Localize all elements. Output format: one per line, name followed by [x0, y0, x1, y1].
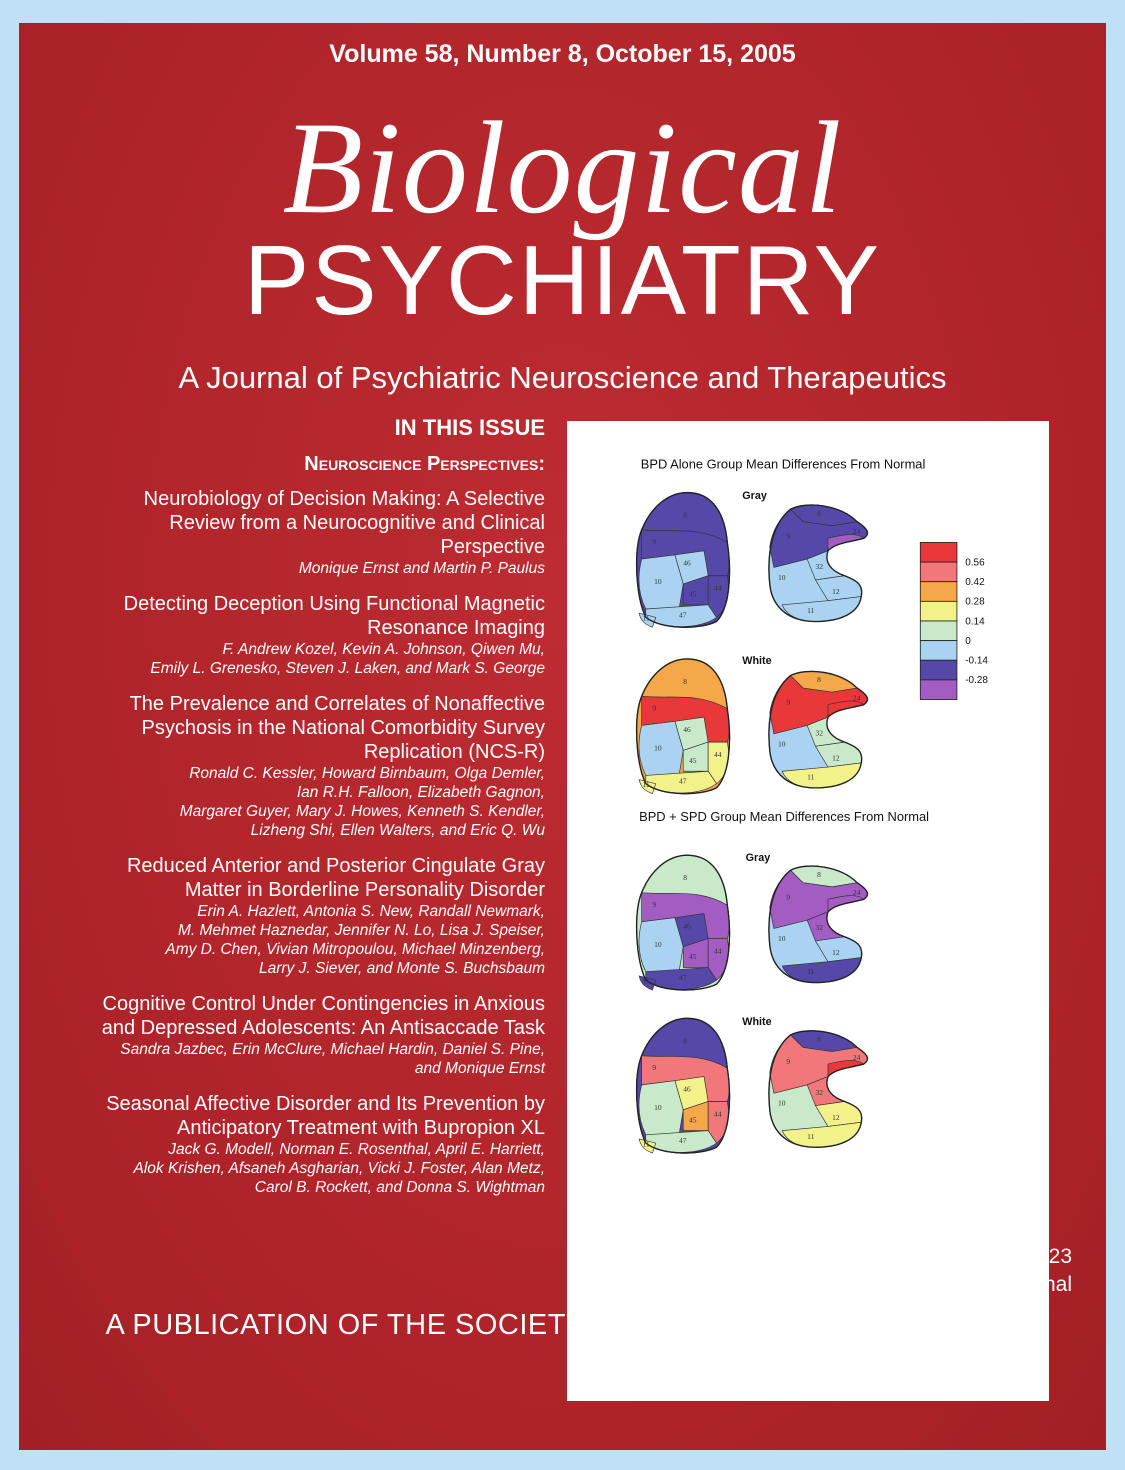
region-number: 45: [689, 589, 697, 599]
article-list: [59, 487, 545, 1197]
article-authors-line: Jack G. Modell, Norman E. Rosenthal, April E. Harriett,: [168, 1141, 545, 1158]
region-number: 10: [778, 933, 786, 943]
article-entry: [59, 487, 545, 578]
article-authors-line: F. Andrew Kozel, Kevin A. Johnson, Qiwen Mu,: [222, 641, 545, 658]
legend-value: 0.28: [965, 596, 985, 608]
region-number: 8: [817, 1034, 821, 1044]
figure-heading-bpd-alone: BPD Alone Group Mean Differences From Normal: [640, 456, 926, 472]
label-white: White: [742, 1015, 772, 1028]
lateral-brain-map: [637, 659, 730, 794]
region-number: 8: [817, 869, 821, 879]
region-number: 8: [817, 508, 821, 518]
legend-swatch: [920, 680, 957, 700]
article-authors-line: Larry J. Siever, and Monte S. Buchsbaum: [258, 960, 545, 977]
article-title-line: Resonance Imaging: [367, 617, 545, 639]
region-number: 9: [652, 703, 657, 713]
region-number: 11: [642, 976, 650, 986]
region-number: 8: [817, 675, 821, 685]
region-number: 11: [807, 772, 815, 782]
legend-swatch: [920, 582, 957, 602]
article-entry: [59, 992, 545, 1078]
journal-cover: [19, 23, 1106, 1450]
label-gray: Gray: [745, 852, 771, 865]
region-number: 32: [815, 1087, 823, 1097]
article-title-line: Reduced Anterior and Posterior Cingulate Gray: [126, 855, 545, 877]
region-number: 9: [786, 697, 791, 707]
region-number: 9: [652, 537, 657, 547]
journal-title-biological: Biological: [282, 94, 843, 241]
region-number: 32: [815, 728, 823, 738]
legend-value: -0.28: [965, 675, 988, 687]
legend-swatch: [920, 621, 957, 641]
region-number: 11: [642, 780, 650, 790]
article-title-line: The Prevalence and Correlates of Nonaffective: [129, 693, 545, 715]
region-number: 44: [713, 583, 722, 593]
panel-bpd-spd-white: [637, 1016, 868, 1153]
article-entry: [59, 692, 545, 840]
article-authors-line: Amy D. Chen, Vivian Mitropoulou, Michael Minzenberg,: [165, 941, 545, 958]
article-title-line: Anticipatory Treatment with Bupropion XL: [177, 1117, 545, 1139]
article-title-line: Replication (NCS-R): [363, 741, 545, 763]
region-number: 10: [654, 743, 662, 753]
region-number: 8: [683, 1036, 687, 1046]
lateral-brain-map: [637, 855, 730, 990]
medial-brain-map: [769, 505, 868, 621]
article-authors-line: M. Mehmet Haznedar, Jennifer N. Lo, Lisa J. Speiser,: [177, 922, 545, 939]
color-legend: [920, 542, 988, 699]
region-number: 10: [654, 939, 662, 949]
region-number: 11: [642, 613, 650, 623]
medial-brain-map: [769, 866, 868, 982]
region-number: 47: [679, 776, 687, 786]
table-of-contents: [59, 415, 545, 1211]
issn: ISSN 0006-3223: [916, 1245, 1072, 1268]
region-number: 45: [689, 952, 697, 962]
article-authors-line: Lizheng Shi, Ellen Walters, and Eric Q. Wu: [250, 822, 545, 839]
region-number: 9: [786, 531, 791, 541]
legend-value: -0.14: [965, 655, 988, 667]
region-number: 24: [852, 1052, 861, 1062]
region-number: 10: [778, 739, 786, 749]
journal-subtitle: A Journal of Psychiatric Neuroscience and Therapeutics: [178, 360, 947, 395]
figure-heading-bpd-spd: BPD + SPD Group Mean Differences From Normal: [639, 809, 930, 825]
legend-swatch: [920, 601, 957, 621]
legend-value: 0.56: [965, 557, 985, 569]
region-number: 8: [683, 873, 687, 883]
region-number: 47: [679, 1136, 687, 1146]
region-number: 9: [652, 1062, 657, 1072]
region-number: 9: [786, 892, 791, 902]
region-number: 46: [683, 725, 691, 735]
article-title-line: and Depressed Adolescents: An Antisaccade Task: [101, 1017, 545, 1039]
legend-value: 0.14: [965, 616, 985, 628]
article-title-line: Seasonal Affective Disorder and Its Prevention by: [106, 1093, 545, 1115]
legend-value: 0: [965, 635, 971, 647]
article-entry: [59, 1092, 545, 1197]
region-number: 47: [679, 610, 687, 620]
article-authors-line: Emily L. Grenesko, Steven J. Laken, and Mark S. George: [150, 660, 545, 677]
region-number: 12: [832, 753, 840, 763]
article-title-line: Neurobiology of Decision Making: A Selective: [143, 488, 545, 510]
article-authors-line: Alok Krishen, Afsaneh Asgharian, Vicki J. Foster, Alan Metz,: [133, 1160, 545, 1177]
region-number: 47: [679, 973, 687, 983]
lateral-brain-map: [637, 493, 730, 628]
lateral-brain-map: [637, 1018, 730, 1153]
panel-bpd-white: [637, 655, 868, 794]
region-number: 10: [778, 1098, 786, 1108]
region-number: 12: [832, 948, 840, 958]
article-entry: [59, 854, 545, 978]
region-number: 24: [852, 693, 861, 703]
article-title-line: Matter in Borderline Personality Disorder: [184, 879, 545, 901]
journal-title-psychiatry: PSYCHIATRY: [243, 225, 882, 335]
article-title-line: Detecting Deception Using Functional Magnetic: [123, 593, 545, 615]
region-number: 24: [852, 888, 861, 898]
article-authors-line: Carol B. Rockett, and Donna S. Wightman: [254, 1179, 545, 1196]
journal-url: www.sobp.org/journal: [871, 1273, 1072, 1296]
article-authors-line: and Monique Ernst: [414, 1060, 545, 1077]
article-title-line: Psychosis in the National Comorbidity Survey: [141, 717, 545, 739]
region-number: 10: [778, 572, 786, 582]
region-number: 8: [683, 510, 687, 520]
panel-bpd-spd-gray: [637, 852, 868, 990]
region-number: 44: [713, 1109, 722, 1119]
article-authors-line: Sandra Jazbec, Erin McClure, Michael Hardin, Daniel S. Pine,: [120, 1041, 545, 1058]
article-title-line: Perspective: [440, 536, 545, 558]
region-number: 10: [654, 1102, 662, 1112]
region-number: 46: [683, 558, 691, 568]
region-number: 44: [713, 946, 722, 956]
panel-bpd-gray: [637, 490, 868, 627]
article-title-line: Cognitive Control Under Contingencies in Anxious: [102, 993, 545, 1015]
article-authors-line: Ronald C. Kessler, Howard Birnbaum, Olga Demler,: [189, 765, 545, 782]
volume-line: Volume 58, Number 8, October 15, 2005: [329, 40, 796, 68]
region-number: 45: [689, 755, 697, 765]
region-number: 44: [713, 750, 722, 760]
region-number: 32: [815, 923, 823, 933]
region-number: 12: [832, 587, 840, 597]
article-authors-line: Ian R.H. Falloon, Elizabeth Gagnon,: [296, 784, 545, 801]
region-number: 46: [683, 1084, 691, 1094]
label-white: White: [742, 654, 772, 667]
region-number: 32: [815, 562, 823, 572]
medial-brain-map: [769, 1031, 868, 1147]
legend-value: 0.42: [965, 577, 985, 589]
toc-section-heading: Neuroscience Perspectives:: [304, 453, 545, 475]
article-entry: [59, 592, 545, 678]
region-number: 9: [652, 899, 657, 909]
region-number: 8: [683, 676, 687, 686]
region-number: 24: [852, 527, 861, 537]
region-number: 11: [642, 1139, 650, 1149]
toc-heading: IN THIS ISSUE: [394, 415, 545, 440]
article-authors-line: Monique Ernst and Martin P. Paulus: [298, 560, 545, 577]
legend-swatch: [920, 562, 957, 582]
region-number: 11: [807, 606, 815, 616]
region-number: 46: [683, 921, 691, 931]
region-number: 45: [689, 1115, 697, 1125]
article-authors-line: Erin A. Hazlett, Antonia S. New, Randall Newmark,: [197, 903, 545, 920]
publisher-line: A PUBLICATION OF THE SOCIETY OF BIOLOGICAL PSYCHIATRY: [105, 1309, 1020, 1341]
region-number: 9: [786, 1057, 791, 1067]
region-number: 11: [807, 1131, 815, 1141]
legend-swatch: [920, 641, 957, 661]
region-number: 12: [832, 1112, 840, 1122]
article-authors-line: Margaret Guyer, Mary J. Howes, Kenneth S. Kendler,: [179, 803, 545, 820]
legend-swatch: [920, 542, 957, 562]
region-number: 10: [654, 577, 662, 587]
article-title-line: Review from a Neurocognitive and Clinical: [169, 512, 545, 534]
label-gray: Gray: [742, 490, 767, 503]
region-number: 11: [807, 967, 815, 977]
medial-brain-map: [769, 671, 868, 787]
legend-swatch: [920, 660, 957, 680]
